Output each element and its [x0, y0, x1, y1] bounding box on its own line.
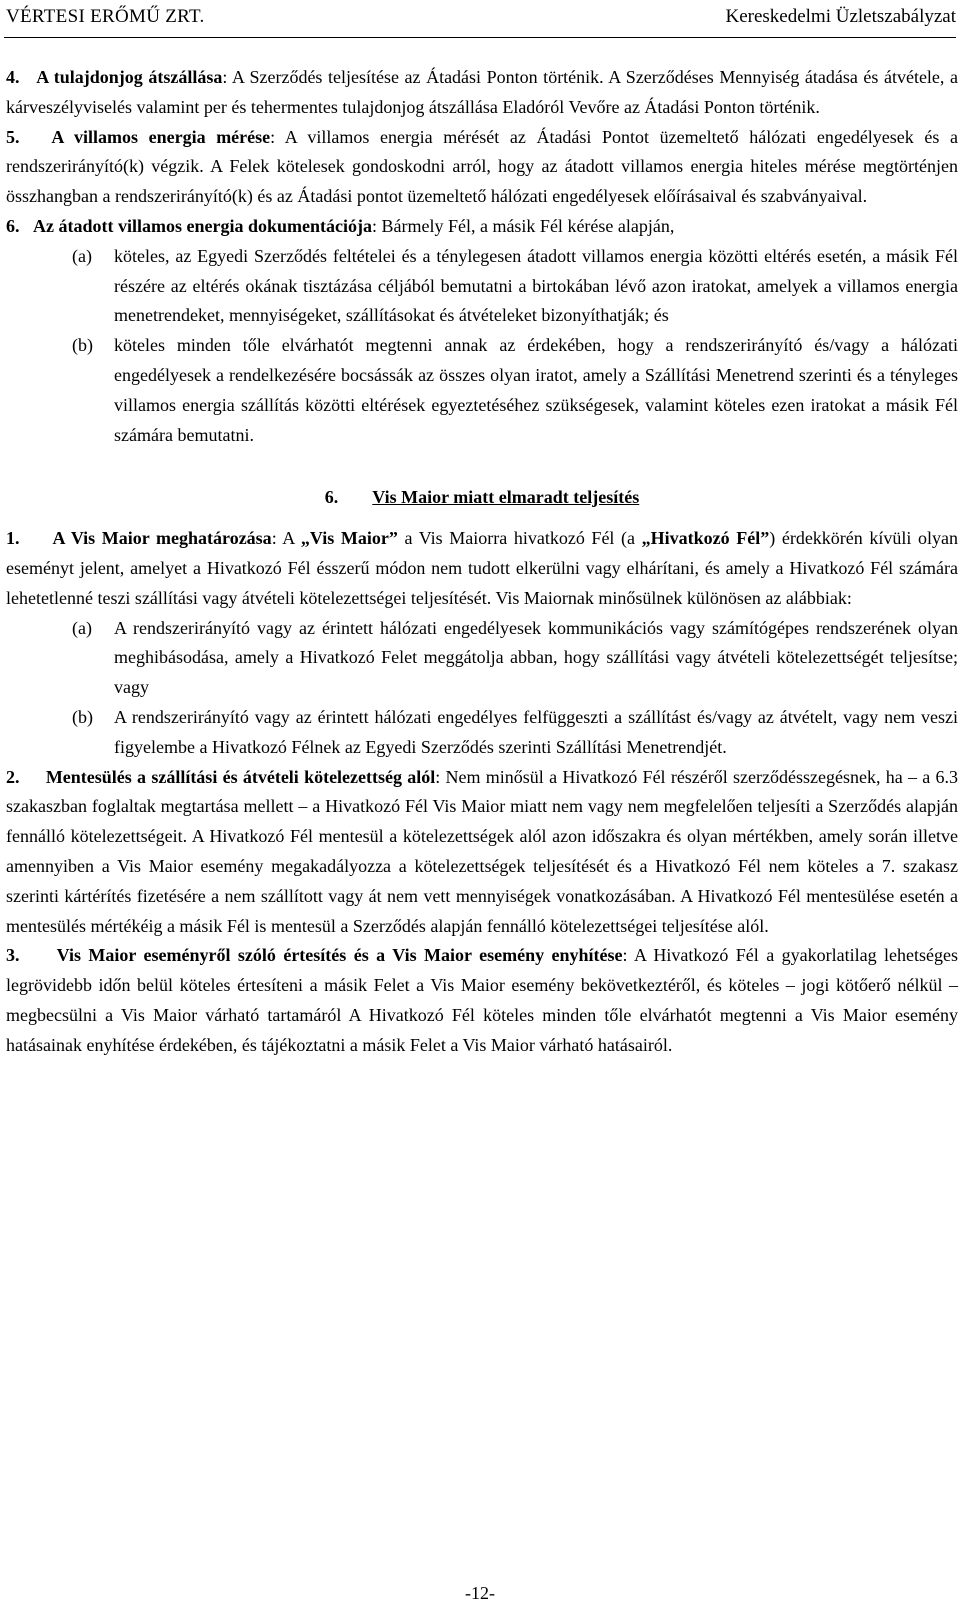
- chapter-number: 6.: [324, 487, 339, 508]
- section-6-list: [72, 242, 958, 451]
- clause-1-title: A Vis Maior meghatározása: [52, 528, 272, 549]
- list-item-text: A rendszerirányító vagy az érintett hálózati engedélyesek kommunikációs vagy számítógépes rendszerének olyan meghibásodása, amely a Hivatkozó Felet meggátolja abban, hogy szállítási vagy átvételi kötelezettségét teljesítse; vagy: [114, 617, 958, 698]
- list-item-label: (a): [72, 245, 92, 266]
- list-item: [72, 614, 958, 703]
- list-item-label: (b): [72, 335, 93, 356]
- list-item-label: (a): [72, 617, 92, 638]
- section-4: [6, 63, 958, 123]
- clause-1-text-c: ) érdekkörén kívüli olyan eseményt jelent, amelyet a Hivatkozó Fél ésszerű módon nem tudott elkerülni vagy elhárítani, és amely a Hivatkozó Fél számára lehetetlenné teszi szállítási vagy átvételi kötelezettségei teljesítését. Vis Maiornak minősülnek különösen az alábbiak:: [6, 528, 958, 608]
- page-header: [0, 6, 960, 36]
- defined-term-hivatkozo-fel: „Hivatkozó Fél”: [641, 528, 770, 549]
- defined-term-vis-maior: „Vis Maior”: [300, 528, 398, 549]
- section-5-number: 5.: [6, 126, 20, 147]
- section-4-text: : A Szerződés teljesítése az Átadási Ponton történik. A Szerződéses Mennyiség átadása és átvétele, a kárveszélyviselés valamint per és tehermentes tulajdonjog átszállása Eladóról Vevőre az Átadási Ponton történik.: [6, 67, 958, 117]
- header-rule: [4, 37, 956, 38]
- clause-2-text: : Nem minősül a Hivatkozó Fél részéről szerződésszegésnek, ha – a 6.3 szakaszban foglaltak megtartása mellett – a Hivatkozó Fél Vis Maior miatt nem vagy nem megfelelően teljesíti a Szerződés alapján fennálló kötelezettségeit. A Hivatkozó Fél mentesül a kötelezettségek alól azon időszakra és olyan mértékben, amely során illetve amennyiben a Vis Maior esemény megakadályozza a kötelezettségek teljesítését és a Hivatkozó Fél nem köteles a 7. szakasz szerinti kártérítés fizetésére a nem szállított vagy át nem vett mennyiségek vonatkozásában. A Hivatkozó Fél mentesülése esetén a mentesülés mértékéig a másik Fél is mentesül a Szerződés alapján fennálló kötelezettségei teljesítése alól.: [6, 766, 959, 936]
- section-6: [6, 212, 958, 242]
- section-4-number: 4.: [6, 67, 20, 87]
- header-company: VÉRTESI ERŐMŰ ZRT.: [6, 6, 205, 27]
- page-number: -12-: [465, 1583, 495, 1603]
- section-6-number: 6.: [6, 215, 20, 236]
- clause-1-text-b: a Vis Maiorra hivatkozó Fél (a: [397, 528, 642, 549]
- list-item-label: (b): [72, 706, 93, 727]
- clause-3-number: 3.: [6, 945, 20, 966]
- clause-2: [6, 763, 958, 942]
- clause-1-list: [72, 614, 958, 763]
- chapter-heading: [6, 483, 958, 513]
- clause-1-text-a: : A: [271, 528, 301, 549]
- list-item-text: köteles, az Egyedi Szerződés feltételei és a ténylegesen átadott villamos energia közötti eltérés esetén, a másik Fél részére az eltérés okának tisztázása céljából bemutatni a birtokában lévő azon iratokat, amelyek a villamos energia menetrendeket, mennyiségeket, szállításokat és átvételeket bizonyíthatják; és: [114, 245, 958, 326]
- clause-3: [6, 941, 958, 1060]
- list-item-text: A rendszerirányító vagy az érintett hálózati engedélyes felfüggeszti a szállítást és/vagy az átvételt, vagy nem veszi figyelembe a Hivatkozó Félnek az Egyedi Szerződés szerinti Szállítási Menetrendjét.: [114, 706, 958, 757]
- clause-2-number: 2.: [6, 766, 20, 787]
- clause-1-number: 1.: [6, 528, 20, 549]
- section-6-text: : Bármely Fél, a másik Fél kérése alapján,: [371, 215, 675, 236]
- list-item: [72, 703, 958, 763]
- document-body: [6, 63, 958, 1061]
- section-5-text: : A villamos energia mérését az Átadási Pontot üzemeltető hálózati engedélyesek és a rendszerirányító(k) végzik. A Felek kötelesek gondoskodni arról, hogy az átadott villamos energia hiteles mérése megtörténjen összhangban a rendszerirányító(k) és az Átadási pontot üzemeltető hálózati engedélyesek előírásaival és szabványaival.: [6, 126, 959, 207]
- chapter-title: Vis Maior miatt elmaradt teljesítés: [372, 487, 640, 508]
- section-4-title: A tulajdonjog átszállása: [36, 67, 223, 87]
- clause-1: [6, 524, 958, 613]
- section-6-title: Az átadott villamos energia dokumentációja: [33, 215, 372, 236]
- list-item: [72, 331, 958, 450]
- section-5-title: A villamos energia mérése: [51, 126, 271, 147]
- clause-3-text: : A Hivatkozó Fél a gyakorlatilag lehetséges legrövidebb időn belül köteles értesíteni a másik Felet a Vis Maior esemény bekövetkeztéről, és köteles – jogi kötőerő nélkül – megbecsülni a Vis Maior várható tartamáról A Hivatkozó Fél köteles minden tőle elvárhatót megtenni a Vis Maior esemény hatásainak enyhítése érdekében, és tájékoztatni a másik Felet a Vis Maior várható hatásairól.: [6, 945, 958, 1055]
- section-5: [6, 123, 958, 212]
- clause-2-title: Mentesülés a szállítási és átvételi kötelezettség alól: [45, 766, 436, 787]
- list-item-text: köteles minden tőle elvárhatót megtenni annak az érdekében, hogy a rendszerirányító és/vagy a hálózati engedélyesek a rendelkezésére bocsássák az összes olyan iratot, amely a Szállítási Menetrend szerinti és a tényleges villamos energia szállítás közötti eltérések egyeztetéséhez szükségesek, valamint köteles ezen iratokat a másik Fél számára bemutatni.: [114, 335, 958, 445]
- header-document-title: Kereskedelmi Üzletszabályzat: [725, 6, 956, 27]
- clause-3-title: Vis Maior eseményről szóló értesítés és a Vis Maior esemény enyhítése: [56, 945, 623, 966]
- list-item: [72, 242, 958, 331]
